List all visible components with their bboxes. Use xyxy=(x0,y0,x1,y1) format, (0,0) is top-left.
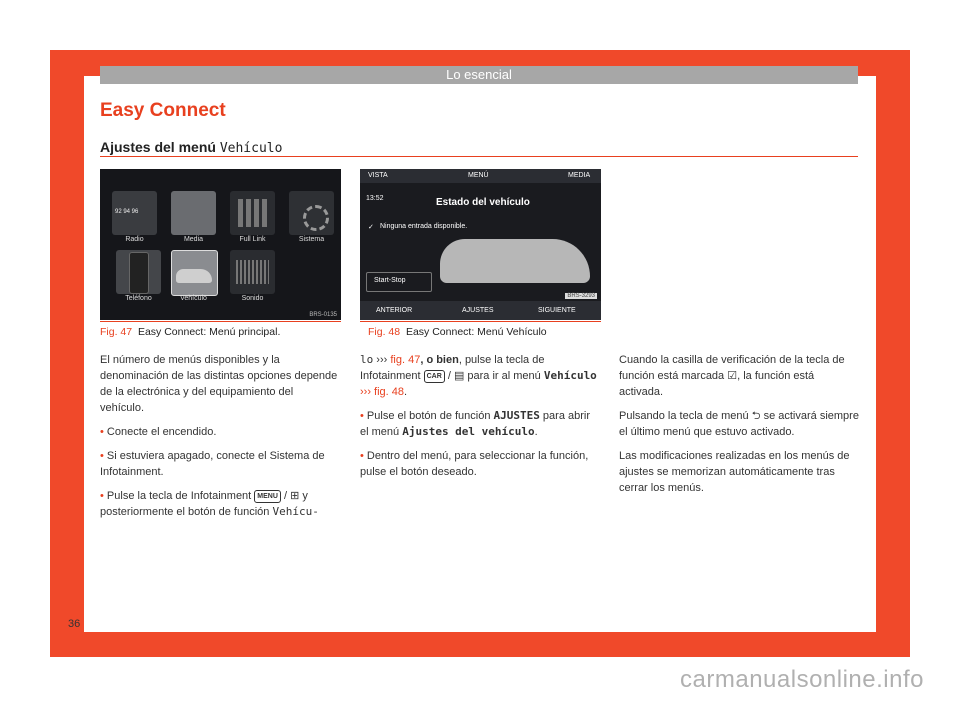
start-stop-label: Start-Stop xyxy=(374,277,406,284)
tab-media: MEDIA xyxy=(568,172,591,179)
phone-icon xyxy=(129,252,149,294)
paragraph: Pulsando la tecla de menú ⮌ se activará siempre el último menú que estuvo activado. xyxy=(619,410,859,438)
radio-frequency-display: 92 94 96 xyxy=(115,209,139,215)
sound-wave-icon xyxy=(236,260,269,284)
screen-title: Estado del vehículo xyxy=(436,197,530,208)
checkmark-icon: ✓ xyxy=(368,224,374,231)
tile-label-sistema: Sistema xyxy=(298,236,325,243)
figure-vehicle-menu xyxy=(360,169,601,320)
list-item: • Pulse la tecla de Infotainment MENU / ⊞ y posteriormente el botón de función Vehícu- xyxy=(100,490,319,518)
tab-menu: MENÚ xyxy=(468,172,489,179)
tile-label-full-link: Full Link xyxy=(239,236,266,243)
ajustes-button: AJUSTES xyxy=(462,307,494,314)
tile-label-radio: Radio xyxy=(125,236,144,243)
siguiente-button: SIGUIENTE xyxy=(538,307,576,314)
gear-icon xyxy=(303,205,329,231)
paragraph: Las modificaciones realizadas en los menús de ajustes se memorizan automáticamente tras cerrar los menús. xyxy=(619,450,850,494)
tab-vista: VISTA xyxy=(368,172,388,179)
car-image xyxy=(440,239,590,283)
text-column-2 xyxy=(360,352,600,488)
list-item: • Pulse el botón de función AJUSTES para abrir el menú Ajustes del vehículo. xyxy=(360,409,591,438)
tile-vehiculo xyxy=(171,250,218,296)
tile-full-link xyxy=(230,191,275,235)
tile-label-media: Media xyxy=(183,236,204,243)
caption-rule xyxy=(360,321,601,322)
back-arrow-icon: ⮌ xyxy=(751,410,761,422)
tile-telefono xyxy=(116,250,161,294)
page-number: 36 xyxy=(68,618,81,630)
menu-key-icon: MENU xyxy=(254,490,281,503)
page-title: Easy Connect xyxy=(100,100,226,121)
tile-label-vehiculo: Vehículo xyxy=(180,295,207,302)
tile-label-sonido: Sonido xyxy=(241,295,264,302)
figure-code: BRS-3293 xyxy=(567,293,595,299)
tile-sistema xyxy=(289,191,334,235)
caption-rule xyxy=(100,321,341,322)
clock: 13:52 xyxy=(366,195,384,202)
subtitle-rule xyxy=(100,156,858,157)
car-key-icon: CAR xyxy=(424,370,445,383)
figure-main-menu xyxy=(100,169,341,320)
apps-icon: ⊞ xyxy=(290,490,300,502)
paragraph: Cuando la casilla de verificación de la tecla de función está marcada ☑, la función está activada. xyxy=(619,354,845,398)
figure-caption: Fig. 48 Easy Connect: Menú Vehículo xyxy=(368,326,547,338)
paragraph: lo ››› fig. 47, o bien, pulse la tecla de Infotainment CAR / ▤ para ir al menú Vehículo ››› fig. 48. xyxy=(360,353,597,398)
checkbox-checked-icon: ☑ xyxy=(727,370,738,382)
tile-sonido xyxy=(230,250,275,294)
list-item: • Si estuviera apagado, conecte el Sistema de Infotainment. xyxy=(100,450,325,478)
tile-media xyxy=(171,191,216,235)
list-item: • Dentro del menú, para seleccionar la función, pulse el botón deseado. xyxy=(360,450,589,478)
text-column-1 xyxy=(100,352,340,528)
status-text: Ninguna entrada disponible. xyxy=(380,223,468,230)
car-icon xyxy=(176,269,212,283)
paragraph: El número de menús disponibles y la denominación de las distintas opciones depende de la electrónica y del equipamiento del vehículo. xyxy=(100,354,338,414)
figure-caption: Fig. 47 Easy Connect: Menú principal. xyxy=(100,326,281,338)
watermark: carmanualsonline.info xyxy=(680,666,924,693)
list-item: • Conecte el encendido. xyxy=(100,426,217,438)
car-menu-icon: ▤ xyxy=(453,370,465,382)
tile-label-telefono: Teléfono xyxy=(125,295,152,302)
anterior-button: ANTERIOR xyxy=(376,307,413,314)
figure-code: BRS-0135 xyxy=(309,312,337,318)
apps-grid-icon xyxy=(238,199,268,227)
text-column-3 xyxy=(619,352,859,504)
tile-radio xyxy=(112,191,157,235)
section-header: Lo esencial xyxy=(100,66,858,84)
section-subtitle: Ajustes del menú Vehículo xyxy=(100,139,283,156)
